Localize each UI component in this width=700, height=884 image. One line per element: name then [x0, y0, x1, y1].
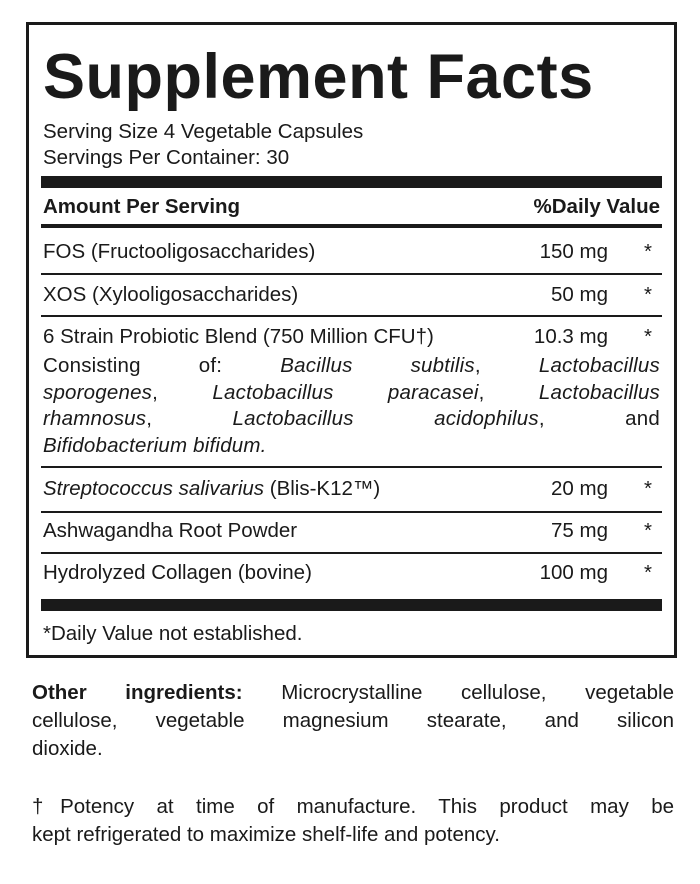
- nutrient-amount: 100 mg: [539, 561, 608, 584]
- nutrient-dv: *: [644, 561, 652, 584]
- nutrient-row-xos: [43, 281, 660, 309]
- row-divider: [41, 466, 662, 468]
- nutrient-row-fos: [43, 238, 660, 266]
- nutrient-amount: 10.3 mg: [533, 325, 608, 348]
- potency-note: †Potency at time of manufacture. This product may be kept refrigerated to maximize shelf-life and potency.: [32, 795, 674, 846]
- nutrient-row-streptococcus: [43, 475, 660, 503]
- nutrient-dv: *: [644, 519, 652, 542]
- nutrient-amount: 20 mg: [551, 477, 608, 500]
- row-divider: [41, 273, 662, 275]
- other-ingredients: Other ingredients: Microcrystalline cellulose, vegetable cellulose, vegetable magnesium stearate, and silicon dioxide.: [32, 681, 674, 760]
- daily-value-header: %Daily Value: [533, 195, 660, 218]
- amount-per-serving-header: Amount Per Serving: [43, 195, 241, 218]
- other-ingredients-label: Other ingredients:: [32, 681, 243, 704]
- thick-divider: [41, 599, 662, 611]
- nutrient-name: FOS (Fructooligosaccharides): [43, 240, 316, 263]
- daily-value-footnote: *Daily Value not established.: [43, 622, 303, 645]
- row-divider: [41, 552, 662, 554]
- serving-size: Serving Size 4 Vegetable Capsules: [43, 120, 364, 143]
- servings-per-container: Servings Per Container: 30: [43, 146, 290, 169]
- nutrient-dv: *: [644, 325, 652, 348]
- nutrient-amount: 75 mg: [551, 519, 608, 542]
- thick-divider: [41, 176, 662, 188]
- nutrient-row-collagen: [43, 559, 660, 587]
- nutrient-name: Streptococcus salivarius (Blis-K12™): [43, 477, 381, 500]
- nutrient-amount: 150 mg: [539, 240, 608, 263]
- nutrient-dv: *: [644, 283, 652, 306]
- panel-title: Supplement Facts: [43, 42, 594, 112]
- nutrient-dv: *: [644, 477, 652, 500]
- nutrient-row-ashwagandha: [43, 517, 660, 545]
- header-divider: [41, 224, 662, 228]
- row-divider: [41, 511, 662, 513]
- nutrient-amount: 50 mg: [551, 283, 608, 306]
- supplement-facts-panel: [26, 22, 677, 658]
- nutrient-name: 6 Strain Probiotic Blend (750 Million CFU†): [43, 325, 434, 348]
- nutrient-dv: *: [644, 240, 652, 263]
- probiotic-blend-strains: Consisting of: Bacillus subtilis, Lactobacillus sporogenes, Lactobacillus paracasei, Lactobacillus rhamnosus, Lactobacillus acidophilus, and Bifidobacterium bifidum.: [43, 354, 661, 457]
- nutrient-name: Ashwagandha Root Powder: [43, 519, 298, 542]
- nutrient-name: XOS (Xylooligosaccharides): [43, 283, 299, 306]
- nutrient-name: Hydrolyzed Collagen (bovine): [43, 561, 312, 584]
- row-divider: [41, 315, 662, 317]
- nutrient-row-probiotic-blend: [43, 323, 660, 351]
